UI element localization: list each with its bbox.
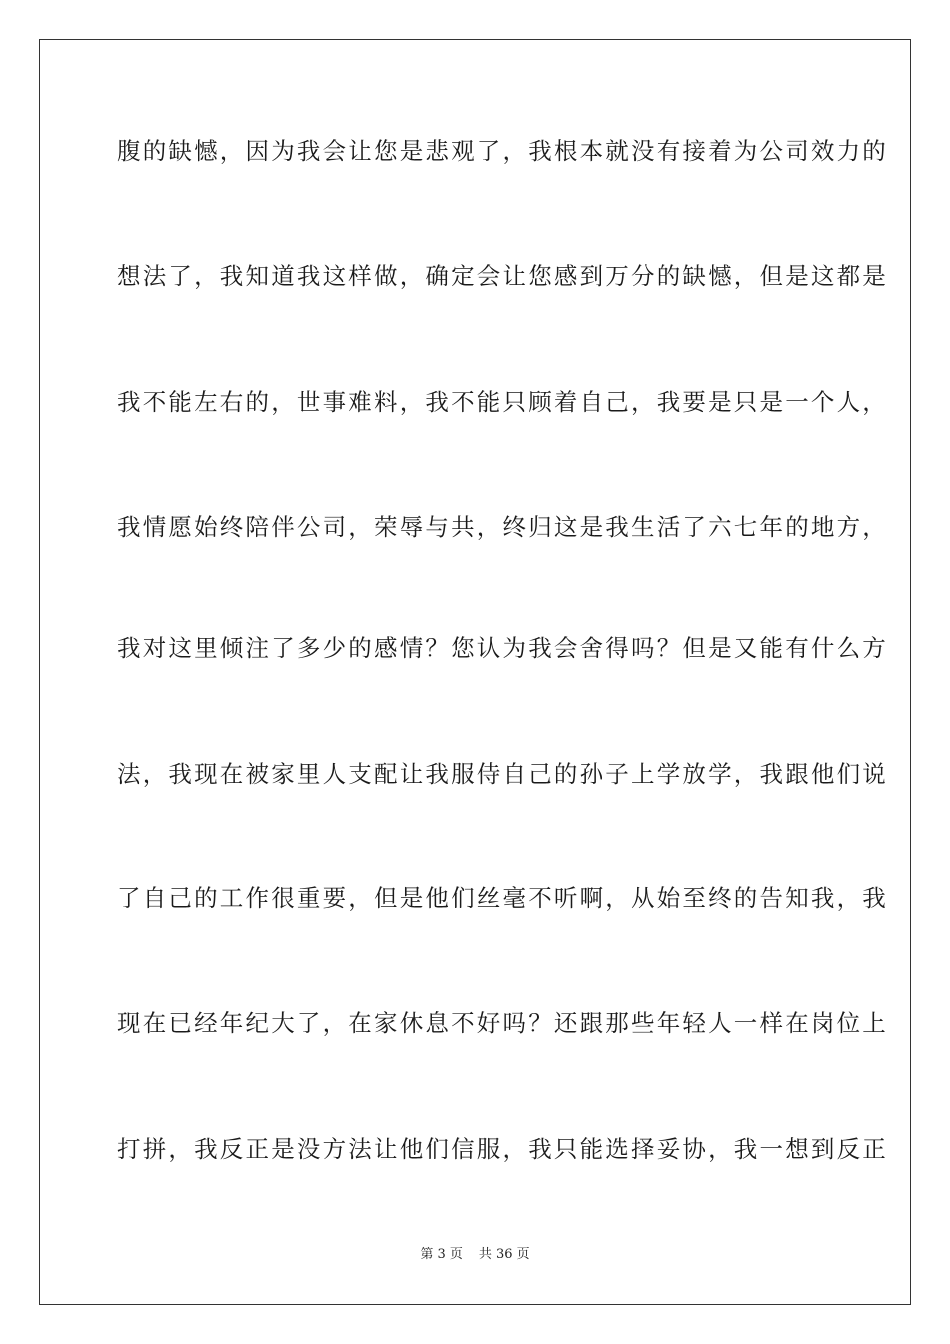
page-total: 共 36 页 — [478, 1247, 530, 1262]
page-footer — [0, 1246, 950, 1264]
body-text-line-1: 腹的缺憾，因为我会让您是悲观了，我根本就没有接着为公司效力的 — [117, 137, 888, 165]
body-text-line-6: 法，我现在被家里人支配让我服侍自己的孙子上学放学，我跟他们说 — [117, 760, 888, 788]
page-number: 第 3 页 — [420, 1247, 463, 1262]
page-border — [39, 39, 911, 1305]
body-text-line-3: 我不能左右的，世事难料，我不能只顾着自己，我要是只是一个人， — [117, 388, 888, 416]
body-text-line-4: 我情愿始终陪伴公司，荣辱与共，终归这是我生活了六七年的地方， — [117, 513, 888, 541]
body-text-line-7: 了自己的工作很重要，但是他们丝毫不听啊，从始至终的告知我，我 — [117, 884, 888, 912]
body-text-line-9: 打拼，我反正是没方法让他们信服，我只能选择妥协，我一想到反正 — [117, 1135, 888, 1163]
body-text-line-5: 我对这里倾注了多少的感情？您认为我会舍得吗？但是又能有什么方 — [117, 634, 888, 662]
body-text-line-8: 现在已经年纪大了，在家休息不好吗？还跟那些年轻人一样在岗位上 — [117, 1009, 888, 1037]
body-text-line-2: 想法了，我知道我这样做，确定会让您感到万分的缺憾，但是这都是 — [117, 262, 888, 290]
